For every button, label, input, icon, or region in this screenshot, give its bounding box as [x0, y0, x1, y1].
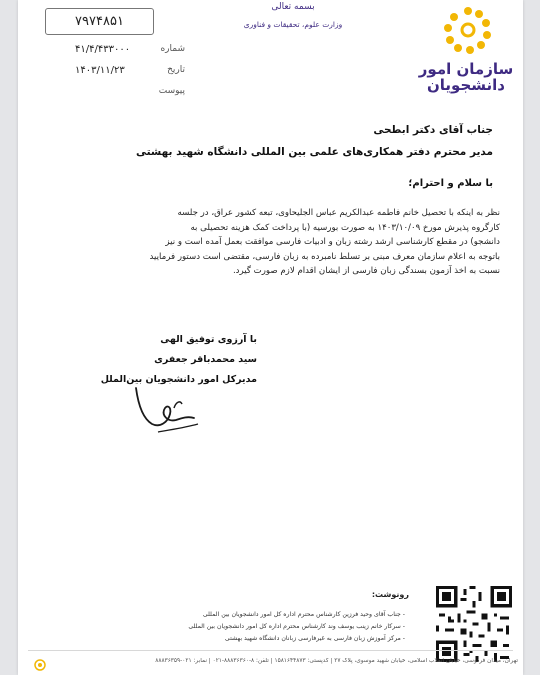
- org-name: سازمان امور دانشجویان: [418, 60, 514, 94]
- cc-item: - مرکز آموزش زبان فارسی به غیرفارسی زبانان دانشگاه شهید بهشتی: [224, 635, 405, 642]
- addressee-name: جناب آقای دکتر ابطحی: [373, 124, 493, 136]
- meta-date-row: [45, 65, 185, 79]
- signer-name: سید محمدباقر جعفری: [154, 354, 257, 365]
- footer-divider: [28, 650, 513, 651]
- letter-date-value: ۱۴۰۳/۱۱/۲۳: [75, 65, 125, 76]
- ministry-name: وزارت علوم، تحقیقات و فناوری: [243, 20, 343, 29]
- viewer-margin-right: [523, 0, 540, 675]
- meta-number-row: [45, 44, 185, 58]
- body-line: باتوجه به اعلام سازمان معرف مبنی بر تسلط نامبرده به زبان فارسی، مقتضی است دستور فرمایید: [149, 251, 500, 262]
- body-line: کارگروه پذیرش مورخ ۱۴۰۳/۱۰/۰۹ به صورت بورسیه (با پرداخت کمک هزینه تحصیلی به: [190, 222, 500, 233]
- salutation: با سلام و احترام؛: [408, 178, 493, 189]
- body-line: نسبت به اخذ آزمون بسندگی زبان فارسی از ایشان اقدام لازم صورت گیرد.: [232, 266, 500, 276]
- body-line: نظر به اینکه با تحصیل خانم فاطمه عبدالکریم عباس الجلیحاوی، تبعه کشور عراق، در جلسه: [177, 208, 500, 218]
- org-logo: [418, 6, 518, 98]
- attachment-label: پیوست: [158, 86, 185, 96]
- cc-item: - سرکار خانم زینب یوسف وند کارشناس محترم اداره کل امور دانشجویان بین المللی: [188, 623, 405, 630]
- cc-item: - جناب آقای وحید فرزین کارشناس محترم اداره کل امور دانشجویان بین المللی: [202, 611, 405, 618]
- document-number-box: ۷۹۷۴۸۵۱: [45, 8, 154, 35]
- addressee-title: مدیر محترم دفتر همکاری‌های علمی بین المللی دانشگاه شهید بهشتی: [136, 146, 493, 158]
- letter-number-value: ۴۱/۴/۴۳۳۰۰۰: [75, 44, 131, 55]
- basmala: بسمه تعالی: [271, 2, 315, 12]
- sunburst-logo-icon: [444, 6, 492, 54]
- closing-wish: با آرزوی توفیق الهی: [160, 334, 257, 345]
- letter-number-label: شماره: [160, 44, 185, 54]
- letter-date-label: تاریخ: [167, 65, 185, 75]
- address-icon: [34, 659, 46, 671]
- handwritten-signature: [128, 378, 208, 438]
- signer-title: مدیرکل امور دانشجویان بین‌الملل: [100, 374, 257, 385]
- cc-title: رونوشت:: [371, 590, 409, 599]
- body-line: دانشجو) در مقطع کارشناسی ارشد رشته زبان و ادبیات فارسی موافقت بعمل آمده است و نیز: [165, 237, 500, 247]
- letter-page: [18, 0, 523, 675]
- meta-attachment-row: [45, 86, 185, 100]
- letter-body: [58, 206, 500, 279]
- viewer-margin-left: [0, 0, 18, 675]
- footer-contact: تهران، میدان فردوسی، خیابان انقلاب اسلامی، خیابان شهید موسوی، پلاک ۲۷ | کدپستی: ۱۵۸۱۶۴۴۸۷۳ | تلفن: ۸-۸۸۸۳۶۳۶۰-۰۲۱ | نمابر: ۰۲۱-۸۸۸۳۶۳۵۹: [155, 658, 518, 664]
